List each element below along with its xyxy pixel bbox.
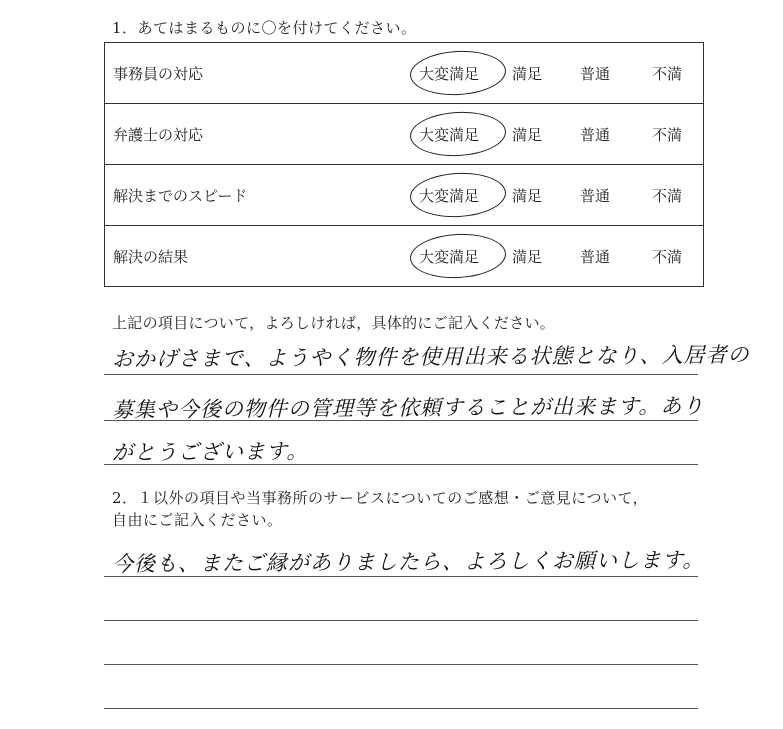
handwritten-comment-line: おかげさまで、ようやく物件を使用出来る状態となり、入居者の — [111, 342, 750, 372]
row-label-cell — [105, 104, 404, 165]
option-label[interactable]: 普通 — [579, 247, 610, 266]
option-cell[interactable] — [559, 43, 631, 104]
option-label: 大変満足 — [418, 247, 479, 266]
row-label: 解決までのスピード — [113, 186, 248, 205]
option-cell[interactable] — [631, 43, 704, 104]
option-cell[interactable] — [559, 165, 631, 226]
option-label[interactable]: 満足 — [511, 247, 542, 266]
option-cell[interactable] — [403, 104, 495, 165]
option-selected[interactable] — [419, 246, 479, 267]
question-2-title: 2．１以外の項目や当事務所のサービスについてのご感想・ご意見について， — [112, 489, 649, 507]
row-label: 解決の結果 — [113, 247, 189, 266]
option-label[interactable]: 不満 — [651, 247, 682, 266]
table-row — [105, 43, 704, 104]
table-row — [105, 226, 704, 287]
table-row — [105, 104, 704, 165]
option-label[interactable]: 満足 — [511, 125, 542, 144]
option-label: 大変満足 — [418, 64, 479, 83]
selection-circle — [409, 109, 507, 158]
table-row — [105, 165, 704, 226]
row-label: 弁護士の対応 — [113, 125, 204, 144]
option-label[interactable]: 不満 — [651, 186, 682, 205]
option-label: 大変満足 — [418, 125, 479, 144]
option-cell[interactable] — [403, 165, 495, 226]
option-cell[interactable] — [631, 165, 704, 226]
handwritten-answer-line: 今後も、またご縁がありましたら、よろしくお願いします。 — [111, 547, 705, 577]
writing-line — [104, 420, 698, 421]
selection-circle — [409, 231, 507, 280]
row-label: 事務員の対応 — [113, 64, 204, 83]
comment-prompt: 上記の項目について，よろしければ，具体的にご記入ください。 — [112, 314, 556, 332]
option-selected[interactable] — [419, 124, 479, 145]
selection-circle — [409, 170, 507, 219]
option-label[interactable]: 普通 — [579, 64, 610, 83]
option-label[interactable]: 不満 — [651, 125, 682, 144]
selection-circle — [409, 48, 507, 97]
row-label-cell — [105, 165, 404, 226]
option-selected[interactable] — [419, 63, 479, 84]
option-cell[interactable] — [631, 226, 704, 287]
option-label[interactable]: 満足 — [511, 186, 542, 205]
option-cell[interactable] — [559, 226, 631, 287]
writing-line — [104, 374, 698, 375]
option-cell[interactable] — [559, 104, 631, 165]
option-selected[interactable] — [419, 185, 479, 206]
option-label[interactable]: 普通 — [579, 125, 610, 144]
satisfaction-table — [104, 42, 704, 287]
option-cell[interactable] — [403, 226, 495, 287]
option-label[interactable]: 普通 — [579, 186, 610, 205]
writing-line — [104, 664, 698, 665]
handwritten-comment-line: 募集や今後の物件の管理等を依頼することが出来ます。あり — [111, 393, 705, 423]
option-label[interactable]: 不満 — [651, 64, 682, 83]
option-cell[interactable] — [403, 43, 495, 104]
writing-line — [104, 620, 698, 621]
row-label-cell — [105, 226, 404, 287]
handwritten-comment-line: がとうございます。 — [111, 439, 309, 465]
writing-line — [104, 708, 698, 709]
writing-line — [104, 576, 698, 577]
question-2-title-continued: 自由にご記入ください。 — [112, 511, 283, 529]
question-1-title: 1．あてはまるものに〇を付けてください。 — [112, 19, 417, 37]
option-label[interactable]: 満足 — [511, 64, 542, 83]
row-label-cell — [105, 43, 404, 104]
option-label: 大変満足 — [418, 186, 479, 205]
option-cell[interactable] — [631, 104, 704, 165]
writing-line — [104, 464, 698, 465]
